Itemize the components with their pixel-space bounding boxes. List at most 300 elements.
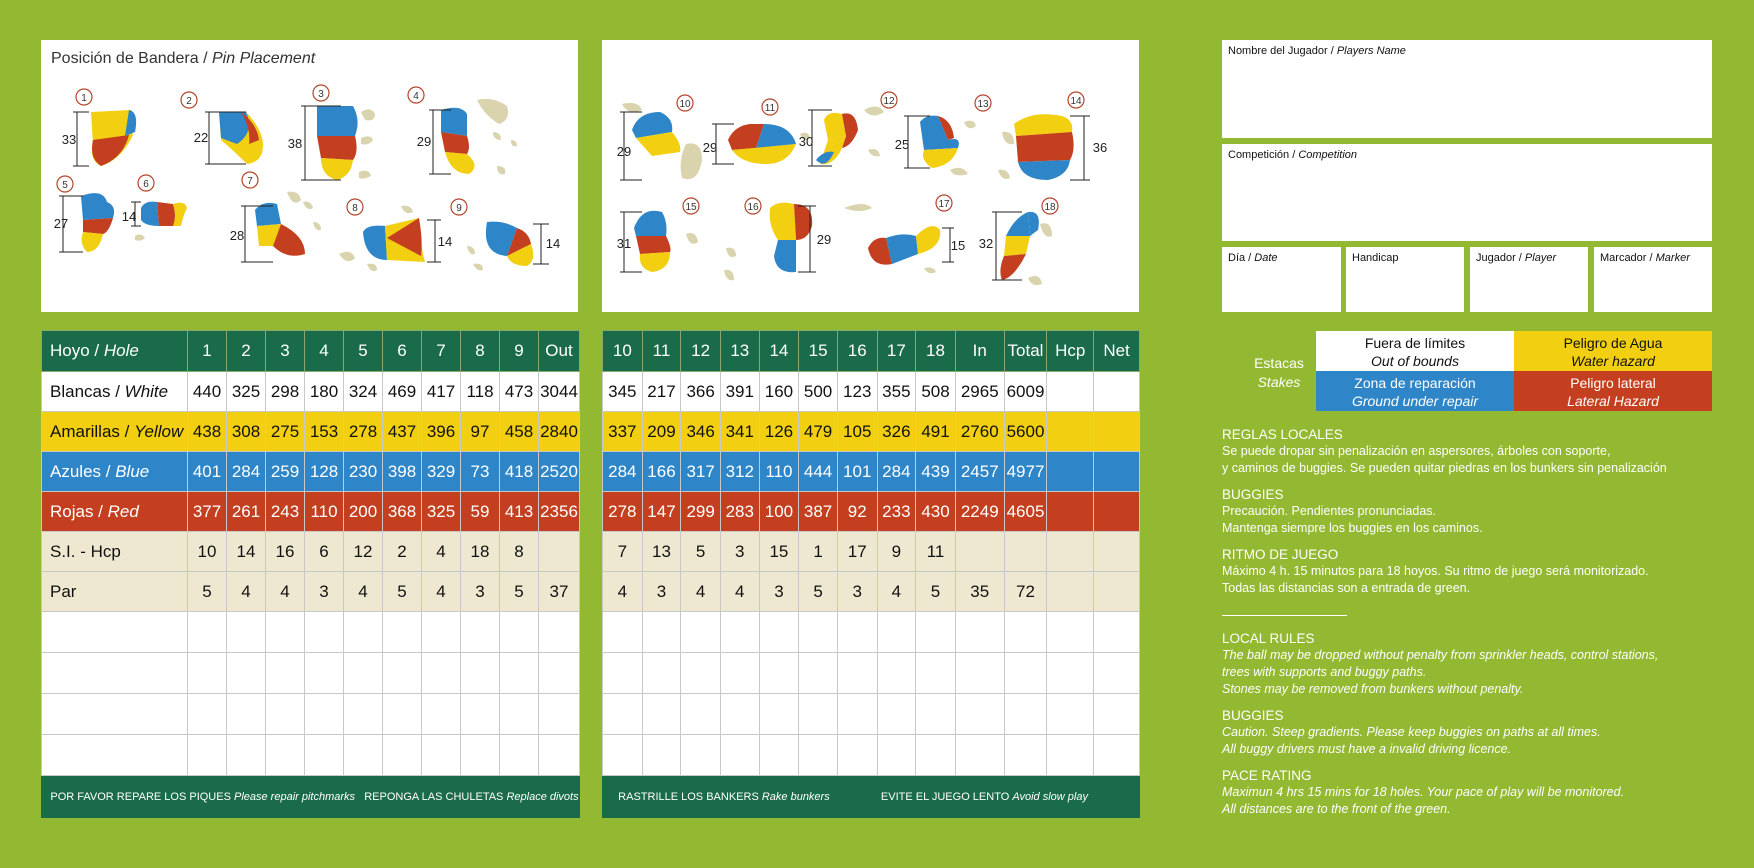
footer-notes: POR FAVOR REPARE LOS PIQUES Please repair pitchmarks REPONGA LAS CHULETAS Replace divots bbox=[42, 776, 580, 818]
distance-cell: 126 bbox=[759, 412, 799, 452]
total-cell: 4605 bbox=[1004, 492, 1047, 532]
svg-text:12: 12 bbox=[883, 96, 895, 107]
distance-cell: 438 bbox=[188, 412, 227, 452]
par-cell: 4 bbox=[877, 572, 916, 612]
svg-text:13: 13 bbox=[977, 99, 989, 110]
green-hole-17 bbox=[844, 195, 965, 273]
score-cell[interactable] bbox=[461, 694, 500, 735]
distance-cell: 469 bbox=[383, 372, 422, 412]
rules-heading: BUGGIES bbox=[1222, 487, 1284, 502]
distance-cell: 217 bbox=[642, 372, 681, 412]
score-cell[interactable] bbox=[266, 735, 305, 776]
score-cell[interactable] bbox=[344, 735, 383, 776]
white-tees-row bbox=[603, 372, 1140, 412]
par-cell: 4 bbox=[720, 572, 759, 612]
score-cell[interactable] bbox=[877, 612, 916, 653]
score-cell[interactable] bbox=[188, 694, 227, 735]
hcp-cell: 17 bbox=[837, 532, 877, 572]
par-cell: 4 bbox=[603, 572, 643, 612]
distance-cell: 209 bbox=[642, 412, 681, 452]
rules-text: Caution. Steep gradients. Please keep buggies on paths at all times. bbox=[1222, 725, 1601, 739]
handicap-field[interactable] bbox=[1346, 247, 1464, 312]
green-diagrams-back bbox=[602, 40, 1139, 312]
score-cell[interactable] bbox=[837, 735, 877, 776]
score-cell[interactable] bbox=[720, 653, 759, 694]
svg-text:36: 36 bbox=[1092, 140, 1108, 155]
score-cell[interactable] bbox=[422, 612, 461, 653]
net-entry-cell[interactable] bbox=[1094, 372, 1140, 412]
distance-cell: 123 bbox=[837, 372, 877, 412]
distance-cell: 317 bbox=[681, 452, 721, 492]
score-cell[interactable] bbox=[759, 735, 799, 776]
date-label: Día / Date bbox=[1228, 252, 1278, 264]
hcp-entry-cell[interactable] bbox=[1047, 492, 1094, 532]
score-cell[interactable] bbox=[461, 735, 500, 776]
hole-number: 18 bbox=[916, 331, 956, 372]
score-cell[interactable] bbox=[539, 694, 580, 735]
yellow-tees-row bbox=[603, 412, 1140, 452]
row-label: Par bbox=[42, 572, 188, 612]
score-cell[interactable] bbox=[720, 694, 759, 735]
distance-cell: 278 bbox=[344, 412, 383, 452]
score-cell[interactable] bbox=[42, 653, 188, 694]
score-cell[interactable] bbox=[642, 612, 681, 653]
rules-text: Máximo 4 h. 15 minutos para 18 hoyos. Su ritmo de juego será monitorizado. bbox=[1222, 564, 1649, 578]
header-row bbox=[42, 331, 580, 372]
score-cell[interactable] bbox=[1004, 612, 1047, 653]
hole-number: 2 bbox=[227, 331, 266, 372]
score-cell[interactable] bbox=[539, 653, 580, 694]
score-cell[interactable] bbox=[720, 612, 759, 653]
svg-text:14: 14 bbox=[437, 234, 453, 249]
score-cell[interactable] bbox=[305, 653, 344, 694]
par-cell: 4 bbox=[681, 572, 721, 612]
score-cell[interactable] bbox=[837, 694, 877, 735]
score-cell[interactable] bbox=[603, 612, 643, 653]
score-cell[interactable] bbox=[539, 612, 580, 653]
score-cell[interactable] bbox=[955, 653, 1004, 694]
green-hole-3 bbox=[288, 85, 375, 180]
svg-text:29: 29 bbox=[702, 140, 718, 155]
score-cell[interactable] bbox=[681, 694, 721, 735]
footer-note-left: RASTRILLE LOS BANKERS Rake bunkers bbox=[603, 776, 838, 818]
row-label: Rojas / Red bbox=[42, 492, 188, 532]
score-cell[interactable] bbox=[916, 612, 956, 653]
score-cell[interactable] bbox=[1004, 735, 1047, 776]
score-cell[interactable] bbox=[305, 694, 344, 735]
distance-cell: 278 bbox=[603, 492, 643, 532]
hcp-cell: 15 bbox=[759, 532, 799, 572]
score-cell[interactable] bbox=[383, 694, 422, 735]
hole-number: 9 bbox=[500, 331, 539, 372]
score-cell[interactable] bbox=[188, 653, 227, 694]
green-hole-1 bbox=[62, 89, 136, 166]
hole-number: 1 bbox=[188, 331, 227, 372]
blue-tees-row bbox=[603, 452, 1140, 492]
competition-field[interactable] bbox=[1222, 144, 1712, 241]
score-cell[interactable] bbox=[500, 735, 539, 776]
total-cell: 5600 bbox=[1004, 412, 1047, 452]
distance-cell: 491 bbox=[916, 412, 956, 452]
score-cell[interactable] bbox=[955, 612, 1004, 653]
score-cell[interactable] bbox=[422, 735, 461, 776]
player-label: Jugador / Player bbox=[1476, 252, 1557, 264]
distance-cell: 100 bbox=[759, 492, 799, 532]
score-cell[interactable] bbox=[461, 612, 500, 653]
white-tees-row bbox=[42, 372, 580, 412]
rules-text: Precaución. Pendientes pronunciadas. bbox=[1222, 504, 1437, 518]
score-cell[interactable] bbox=[383, 612, 422, 653]
score-cell[interactable] bbox=[1047, 735, 1094, 776]
score-entry-row[interactable] bbox=[603, 653, 1140, 694]
rules-text: Maximun 4 hrs 15 mins for 18 holes. Your pace of play will be monitored. bbox=[1222, 785, 1625, 799]
pin-placement-back bbox=[602, 40, 1139, 312]
out-total-cell: 2356 bbox=[539, 492, 580, 532]
local-rules bbox=[1222, 426, 1742, 818]
distance-cell: 147 bbox=[642, 492, 681, 532]
hcp-cell: 6 bbox=[305, 532, 344, 572]
score-cell[interactable] bbox=[603, 694, 643, 735]
players-name-label: Nombre del Jugador / Players Name bbox=[1228, 45, 1406, 57]
rules-text: Todas las distancias son a entrada de green. bbox=[1222, 581, 1471, 595]
par-cell: 4 bbox=[227, 572, 266, 612]
net-header: Net bbox=[1094, 331, 1140, 372]
out-of-bounds-stake: Fuera de límites Out of bounds bbox=[1316, 331, 1514, 371]
svg-text:14: 14 bbox=[545, 236, 561, 251]
hole-number: 6 bbox=[383, 331, 422, 372]
score-cell[interactable] bbox=[877, 735, 916, 776]
score-entry-row[interactable] bbox=[42, 694, 580, 735]
score-cell[interactable] bbox=[422, 694, 461, 735]
footer-note-right: EVITE EL JUEGO LENTO Avoid slow play bbox=[837, 776, 1139, 818]
score-cell[interactable] bbox=[305, 735, 344, 776]
score-cell[interactable] bbox=[344, 694, 383, 735]
score-cell[interactable] bbox=[227, 612, 266, 653]
in-total-cell: 2760 bbox=[955, 412, 1004, 452]
green-hole-14 bbox=[998, 92, 1107, 180]
handicap-label: Handicap bbox=[1352, 252, 1399, 264]
hcp-entry-cell[interactable] bbox=[1047, 372, 1094, 412]
score-cell[interactable] bbox=[500, 653, 539, 694]
score-cell[interactable] bbox=[681, 735, 721, 776]
hole-number: 5 bbox=[344, 331, 383, 372]
par-cell bbox=[1047, 572, 1094, 612]
score-cell[interactable] bbox=[1047, 612, 1094, 653]
svg-text:3: 3 bbox=[318, 89, 324, 100]
par-cell: 3 bbox=[759, 572, 799, 612]
score-cell[interactable] bbox=[1004, 694, 1047, 735]
hcp-cell bbox=[539, 532, 580, 572]
distance-cell: 153 bbox=[305, 412, 344, 452]
scorecard-front-nine bbox=[41, 330, 580, 818]
score-cell[interactable] bbox=[1094, 694, 1140, 735]
distance-cell: 440 bbox=[188, 372, 227, 412]
distance-cell: 366 bbox=[681, 372, 721, 412]
distance-cell: 391 bbox=[720, 372, 759, 412]
hcp-entry-cell[interactable] bbox=[1047, 452, 1094, 492]
distance-cell: 368 bbox=[383, 492, 422, 532]
score-cell[interactable] bbox=[383, 735, 422, 776]
score-cell[interactable] bbox=[603, 735, 643, 776]
distance-cell: 439 bbox=[916, 452, 956, 492]
svg-text:1: 1 bbox=[81, 93, 87, 104]
competition-label: Competición / Competition bbox=[1228, 149, 1358, 161]
in-total-cell: 2965 bbox=[955, 372, 1004, 412]
pin-placement-title: Posición de Bandera / Pin Placement bbox=[51, 50, 316, 67]
distance-cell: 417 bbox=[422, 372, 461, 412]
score-entry-row[interactable] bbox=[42, 653, 580, 694]
stroke-index-row bbox=[42, 532, 580, 572]
distance-cell: 118 bbox=[461, 372, 500, 412]
green-hole-6 bbox=[122, 175, 187, 241]
par-cell: 3 bbox=[305, 572, 344, 612]
hole-number: 3 bbox=[266, 331, 305, 372]
par-cell: 5 bbox=[916, 572, 956, 612]
hcp-entry-cell[interactable] bbox=[1047, 412, 1094, 452]
score-cell[interactable] bbox=[642, 694, 681, 735]
distance-cell: 325 bbox=[422, 492, 461, 532]
distance-cell: 312 bbox=[720, 452, 759, 492]
score-cell[interactable] bbox=[344, 653, 383, 694]
par-cell: 3 bbox=[837, 572, 877, 612]
score-cell[interactable] bbox=[227, 735, 266, 776]
svg-text:22: 22 bbox=[193, 130, 209, 145]
svg-text:5: 5 bbox=[62, 180, 68, 191]
distance-cell: 128 bbox=[305, 452, 344, 492]
net-entry-cell[interactable] bbox=[1094, 412, 1140, 452]
red-tees-row bbox=[603, 492, 1140, 532]
score-cell[interactable] bbox=[837, 612, 877, 653]
marker-signature-field[interactable] bbox=[1594, 247, 1712, 312]
red-tees-row bbox=[42, 492, 580, 532]
distance-cell: 284 bbox=[603, 452, 643, 492]
score-cell[interactable] bbox=[759, 612, 799, 653]
par-row bbox=[42, 572, 580, 612]
score-cell[interactable] bbox=[916, 694, 956, 735]
score-cell[interactable] bbox=[799, 735, 838, 776]
score-entry-row[interactable] bbox=[42, 612, 580, 653]
players-name-field[interactable] bbox=[1222, 40, 1712, 138]
score-cell[interactable] bbox=[877, 694, 916, 735]
score-cell[interactable] bbox=[422, 653, 461, 694]
hcp-cell: 8 bbox=[500, 532, 539, 572]
rules-text: Mantenga siempre los buggies en los caminos. bbox=[1222, 521, 1483, 535]
hcp-cell: 14 bbox=[227, 532, 266, 572]
distance-cell: 283 bbox=[720, 492, 759, 532]
footer-row bbox=[603, 776, 1140, 818]
score-cell[interactable] bbox=[916, 735, 956, 776]
rules-text: All buggy drivers must have a invalid driving licence. bbox=[1222, 742, 1512, 756]
distance-cell: 308 bbox=[227, 412, 266, 452]
green-diagrams-front bbox=[41, 40, 578, 312]
score-cell[interactable] bbox=[539, 735, 580, 776]
score-cell[interactable] bbox=[916, 653, 956, 694]
score-cell[interactable] bbox=[603, 653, 643, 694]
svg-text:32: 32 bbox=[978, 236, 994, 251]
score-cell[interactable] bbox=[837, 653, 877, 694]
score-cell[interactable] bbox=[500, 694, 539, 735]
distance-cell: 284 bbox=[877, 452, 916, 492]
out-total-cell: 2840 bbox=[539, 412, 580, 452]
green-hole-18 bbox=[979, 198, 1058, 285]
score-cell[interactable] bbox=[461, 653, 500, 694]
score-cell[interactable] bbox=[500, 612, 539, 653]
svg-text:7: 7 bbox=[247, 176, 253, 187]
par-cell: 5 bbox=[383, 572, 422, 612]
hole-number: 7 bbox=[422, 331, 461, 372]
score-cell[interactable] bbox=[188, 735, 227, 776]
distance-cell: 261 bbox=[227, 492, 266, 532]
par-cell: 3 bbox=[461, 572, 500, 612]
score-cell[interactable] bbox=[266, 653, 305, 694]
svg-text:28: 28 bbox=[229, 228, 245, 243]
score-cell[interactable] bbox=[799, 653, 838, 694]
score-cell[interactable] bbox=[642, 735, 681, 776]
score-cell[interactable] bbox=[383, 653, 422, 694]
hole-number: 10 bbox=[603, 331, 643, 372]
par-cell: 72 bbox=[1004, 572, 1047, 612]
distance-cell: 73 bbox=[461, 452, 500, 492]
svg-text:9: 9 bbox=[456, 203, 462, 214]
hole-number: 16 bbox=[837, 331, 877, 372]
rules-heading: REGLAS LOCALES bbox=[1222, 427, 1343, 442]
rules-text: y caminos de buggies. Se pueden quitar piedras en los bunkers sin penalización bbox=[1222, 461, 1667, 475]
score-cell[interactable] bbox=[759, 694, 799, 735]
score-cell[interactable] bbox=[759, 653, 799, 694]
hole-number: 4 bbox=[305, 331, 344, 372]
score-cell[interactable] bbox=[227, 653, 266, 694]
date-field[interactable] bbox=[1222, 247, 1341, 312]
hcp-cell bbox=[1047, 532, 1094, 572]
hcp-cell bbox=[955, 532, 1004, 572]
distance-cell: 377 bbox=[188, 492, 227, 532]
score-cell[interactable] bbox=[42, 694, 188, 735]
svg-text:17: 17 bbox=[938, 199, 950, 210]
score-cell[interactable] bbox=[305, 612, 344, 653]
green-hole-13 bbox=[895, 95, 991, 175]
hole-number: 11 bbox=[642, 331, 681, 372]
par-cell: 5 bbox=[500, 572, 539, 612]
green-hole-12 bbox=[799, 92, 897, 166]
svg-text:33: 33 bbox=[61, 132, 77, 147]
green-hole-8 bbox=[339, 199, 452, 271]
distance-cell: 299 bbox=[681, 492, 721, 532]
out-total-cell: 3044 bbox=[539, 372, 580, 412]
marker-label: Marcador / Marker bbox=[1600, 252, 1690, 264]
distance-cell: 326 bbox=[877, 412, 916, 452]
distance-cell: 345 bbox=[603, 372, 643, 412]
score-cell[interactable] bbox=[1047, 653, 1094, 694]
net-entry-cell[interactable] bbox=[1094, 492, 1140, 532]
hcp-cell: 3 bbox=[720, 532, 759, 572]
par-cell: 4 bbox=[266, 572, 305, 612]
score-cell[interactable] bbox=[681, 612, 721, 653]
row-label: Azules / Blue bbox=[42, 452, 188, 492]
row-label: Amarillas / Yellow bbox=[42, 412, 188, 452]
svg-text:6: 6 bbox=[143, 179, 149, 190]
svg-text:30: 30 bbox=[798, 134, 814, 149]
score-cell[interactable] bbox=[642, 653, 681, 694]
yellow-tees-row bbox=[42, 412, 580, 452]
score-cell[interactable] bbox=[1094, 612, 1140, 653]
score-entry-row[interactable] bbox=[42, 735, 580, 776]
svg-text:27: 27 bbox=[53, 216, 69, 231]
distance-cell: 284 bbox=[227, 452, 266, 492]
score-entry-row[interactable] bbox=[603, 735, 1140, 776]
hcp-cell bbox=[1094, 532, 1140, 572]
distance-cell: 110 bbox=[305, 492, 344, 532]
distance-cell: 259 bbox=[266, 452, 305, 492]
hcp-cell: 9 bbox=[877, 532, 916, 572]
hcp-cell: 1 bbox=[799, 532, 838, 572]
svg-text:29: 29 bbox=[816, 232, 832, 247]
distance-cell: 430 bbox=[916, 492, 956, 532]
par-cell: 5 bbox=[188, 572, 227, 612]
hole-number: 17 bbox=[877, 331, 916, 372]
score-cell[interactable] bbox=[799, 694, 838, 735]
score-cell[interactable] bbox=[799, 612, 838, 653]
distance-cell: 413 bbox=[500, 492, 539, 532]
green-hole-7 bbox=[230, 172, 321, 262]
score-cell[interactable] bbox=[266, 694, 305, 735]
green-hole-4 bbox=[408, 87, 517, 174]
score-cell[interactable] bbox=[1004, 653, 1047, 694]
score-cell[interactable] bbox=[227, 694, 266, 735]
distance-cell: 508 bbox=[916, 372, 956, 412]
score-cell[interactable] bbox=[877, 653, 916, 694]
distance-cell: 458 bbox=[500, 412, 539, 452]
distance-cell: 110 bbox=[759, 452, 799, 492]
distance-cell: 398 bbox=[383, 452, 422, 492]
row-label: Blancas / White bbox=[42, 372, 188, 412]
svg-text:29: 29 bbox=[616, 144, 632, 159]
score-cell[interactable] bbox=[266, 612, 305, 653]
distance-cell: 401 bbox=[188, 452, 227, 492]
rules-heading: PACE RATING bbox=[1222, 768, 1312, 783]
header-row bbox=[603, 331, 1140, 372]
hcp-cell: 18 bbox=[461, 532, 500, 572]
score-cell[interactable] bbox=[344, 612, 383, 653]
rules-text: trees with supports and buggy paths. bbox=[1222, 665, 1427, 679]
in-total-cell: 2249 bbox=[955, 492, 1004, 532]
hcp-cell: 7 bbox=[603, 532, 643, 572]
distance-cell: 355 bbox=[877, 372, 916, 412]
score-cell[interactable] bbox=[681, 653, 721, 694]
hole-number: 12 bbox=[681, 331, 721, 372]
score-cell[interactable] bbox=[42, 612, 188, 653]
net-entry-cell[interactable] bbox=[1094, 452, 1140, 492]
scorecard-back-nine bbox=[602, 330, 1140, 818]
score-cell[interactable] bbox=[955, 694, 1004, 735]
score-cell[interactable] bbox=[188, 612, 227, 653]
score-cell[interactable] bbox=[720, 735, 759, 776]
hcp-cell: 10 bbox=[188, 532, 227, 572]
svg-text:14: 14 bbox=[121, 209, 137, 224]
score-cell[interactable] bbox=[1094, 735, 1140, 776]
rules-text: The ball may be dropped without penalty from sprinkler heads, control stations, bbox=[1222, 648, 1659, 662]
score-cell[interactable] bbox=[1047, 694, 1094, 735]
score-cell[interactable] bbox=[955, 735, 1004, 776]
score-cell[interactable] bbox=[1094, 653, 1140, 694]
distance-cell: 341 bbox=[720, 412, 759, 452]
score-cell[interactable] bbox=[42, 735, 188, 776]
in-total-cell: 2457 bbox=[955, 452, 1004, 492]
score-entry-row[interactable] bbox=[603, 694, 1140, 735]
score-entry-row[interactable] bbox=[603, 612, 1140, 653]
green-hole-10 bbox=[617, 95, 702, 180]
player-signature-field[interactable] bbox=[1470, 247, 1588, 312]
distance-cell: 325 bbox=[227, 372, 266, 412]
